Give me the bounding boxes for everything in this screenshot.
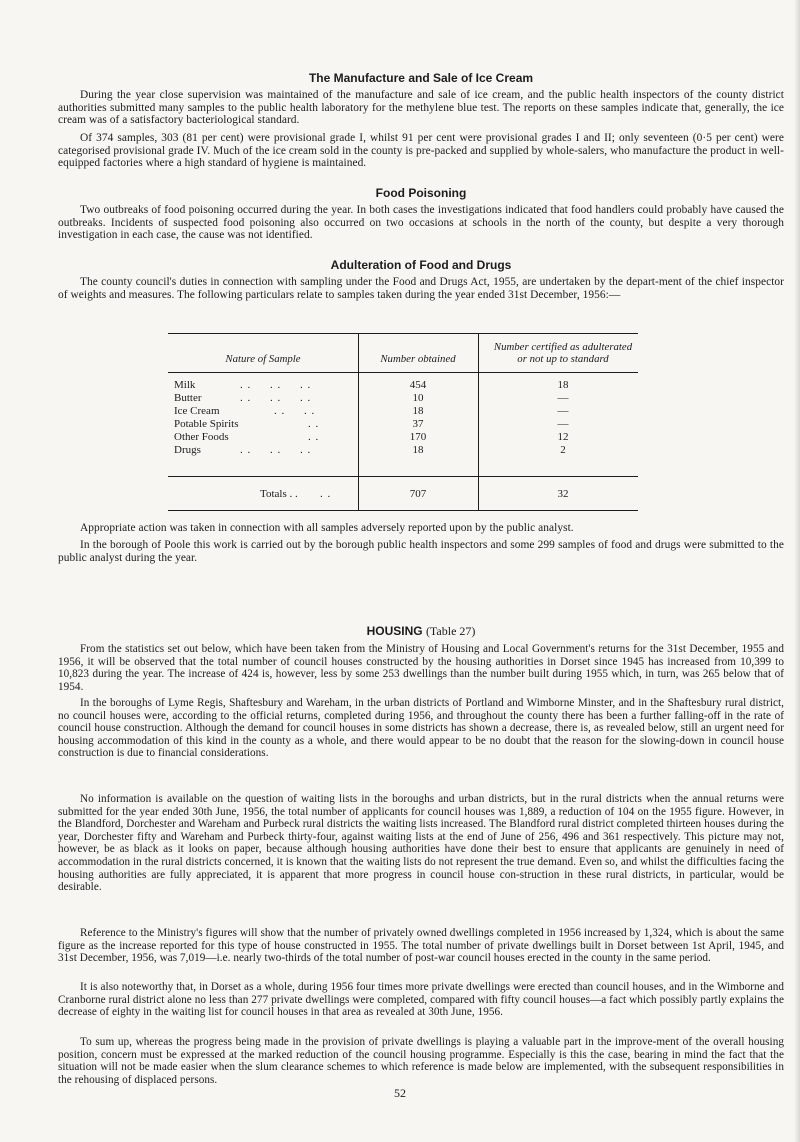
number-adulterated: 2 (560, 444, 566, 456)
housing-title: HOUSING (366, 624, 423, 638)
food-poisoning-heading: Food Poisoning (375, 186, 467, 200)
housing-paragraph-4: Reference to the Ministry's figures will show that the number of privately owned dwellings completed in 1956 increased by 1,324, which is about the same figure as the increase reported for this type of house constructed in 1955. The total number of private dwellings built in Dorset between 1st April, 1945, and 31st December, 1956, was 7,019—i.e. nearly two-thirds of the total number of post-war council houses erected in the county in the same period. (58, 927, 784, 965)
sample-name: Drugs (174, 444, 201, 456)
header-nature-of-sample: Nature of Sample (225, 353, 301, 365)
leader-dots: . . . . . . (240, 392, 312, 404)
leader-dots: . . . . . . (240, 379, 312, 391)
total-obtained: 707 (409, 488, 427, 500)
leader-dots: . . . . . . (240, 444, 312, 456)
table-divider-1 (358, 333, 359, 511)
adulteration-paragraph-2: Appropriate action was taken in connection with all samples adversely reported upon by the public analyst. (80, 522, 574, 534)
page-number: 52 (394, 1086, 406, 1100)
leader-dots: . . (320, 488, 332, 500)
table-divider-2 (478, 333, 479, 511)
table-top-rule (168, 333, 638, 334)
table-bottom-rule (168, 510, 638, 511)
sample-name: Other Foods (174, 431, 229, 443)
number-adulterated: — (557, 405, 569, 417)
table-totals-rule (168, 476, 638, 477)
adulteration-paragraph-1: The county council's duties in connection with sampling under the Food and Drugs Act, 1955, are undertaken by the depart-ment of the chief inspector of weights and measures. The following particulars relate to samples taken during the year ended 31st December, 1956:— (58, 276, 784, 301)
total-adulterated: 32 (557, 488, 569, 500)
sample-name: Potable Spirits (174, 418, 239, 430)
adulteration-paragraph-3: In the borough of Poole this work is carried out by the borough public health inspectors and some 299 samples of food and drugs were submitted to the public analyst during the year. (58, 539, 784, 564)
header-number-adulterated: Number certified as adulterated or not up to standard (493, 341, 633, 365)
header-number-obtained: Number obtained (380, 353, 456, 365)
housing-paragraph-1: From the statistics set out below, which have been taken from the Ministry of Housing and Local Government's returns for the 31st December, 1955 and 1956, it will be observed that the total number of council houses constructed by the housing authorities in Dorset since 1945 has increased from 10,399 to 10,823 during the year. The increase of 424 is, however, less by some 253 dwellings than the number built during 1955 which, in turn, was 265 below that of 1954. (58, 643, 784, 693)
table-header-rule (168, 372, 638, 373)
leader-dots: . . (308, 431, 320, 443)
number-obtained: 37 (412, 418, 424, 430)
number-obtained: 10 (412, 392, 424, 404)
housing-paragraph-3: No information is available on the question of waiting lists in the boroughs and urban districts, but in the rural districts when the annual returns were submitted for the year ended 30th June, 1956, the total number of applicants for council houses was 1,889, a reduction of 104 on the 1955 figure. However, in the Blandford, Dorchester and Wareham and Purbeck rural districts the waiting lists increased. The Blandford rural district completed thirteen houses during the year, Dorchester fifty and Wareham and Purbeck thirty-four, against waiting lists at the end of June of 256, 496 and 361 respectively. This picture may not, however, be as black as it looks on paper, because although housing authorities have done their best to ensure that applicants are genuinely in need of accommodation in the rural districts concerned, it is known that the waiting lists do not represent the true demand. Even so, and whilst the difficulties facing the housing authorities are fully appreciated, it is apparent that more progress in council house con-struction in these rural districts, in particular, would be desirable. (58, 793, 784, 894)
adulteration-heading: Adulteration of Food and Drugs (330, 258, 512, 272)
housing-paragraph-5: It is also noteworthy that, in Dorset as a whole, during 1956 four times more private dwellings were erected than council houses, and in the Wimborne and Cranborne rural district alone no less than 277 private dwellings were completed, compared with fifty council houses—a fact which possibly partly explains the decrease of eighty in the waiting list for council houses in that area as revealed at 30th June, 1956. (58, 981, 784, 1019)
ice-cream-heading: The Manufacture and Sale of Ice Cream (308, 71, 534, 85)
number-adulterated: 18 (557, 379, 569, 391)
sample-name: Butter (174, 392, 202, 404)
housing-heading (58, 624, 784, 638)
sample-name: Milk (174, 379, 196, 391)
page-edge-shadow (794, 0, 800, 1142)
leader-dots: . . . . (274, 405, 316, 417)
number-obtained: 170 (409, 431, 427, 443)
number-obtained: 18 (412, 444, 424, 456)
number-obtained: 454 (409, 379, 427, 391)
food-poisoning-paragraph: Two outbreaks of food poisoning occurred during the year. In both cases the investigations indicated that food handlers could probably have caused the outbreaks. Incidents of suspected food poisoning also occurred on two occasions at schools in the north of the county, but despite a very thorough investigation in each case, the cause was not identified. (58, 204, 784, 242)
housing-paragraph-6: To sum up, whereas the progress being made in the provision of private dwellings is playing a valuable part in the improve-ment of the overall housing position, concern must be expressed at the marked reduction of the council housing programme. Especially is this the case, bearing in mind the fact that the situation will not be made easier when the slum clearance schemes to which reference is made below are implemented, with the subsequent responsibilities in the rehousing of displaced persons. (58, 1036, 784, 1086)
housing-table-reference: (Table 27) (425, 624, 476, 638)
number-obtained: 18 (412, 405, 424, 417)
leader-dots: . . (308, 418, 320, 430)
number-adulterated: — (557, 392, 569, 404)
adulteration-table (168, 333, 638, 511)
ice-cream-paragraph-1: During the year close supervision was maintained of the manufacture and sale of ice cream, and the public health inspectors of the county district authorities submitted many samples to the public health laboratory for the methylene blue test. The reports on these samples indicate that, generally, the ice cream was of a satisfactory bacteriological standard. (58, 89, 784, 127)
totals-label: Totals . . (260, 488, 298, 500)
number-adulterated: — (557, 418, 569, 430)
housing-paragraph-2: In the boroughs of Lyme Regis, Shaftesbury and Wareham, in the urban districts of Portland and Wimborne Minster, and in the Shaftesbury rural district, no council houses were, according to the official returns, completed during 1956, and throughout the county there has been a further falling-off in the rate of council house construction. Although the demand for council houses in some districts has shown a decrease, there is, as revealed below, still an urgent need for housing accommodation of this kind in the county as a whole, and there would appear to be no doubt that the reason for the slowing-down in council house construction is due to financial considerations. (58, 697, 784, 760)
number-adulterated: 12 (557, 431, 569, 443)
sample-name: Ice Cream (174, 405, 220, 417)
ice-cream-paragraph-2: Of 374 samples, 303 (81 per cent) were provisional grade I, whilst 91 per cent were provisional grades I and II; only seventeen (0·5 per cent) were categorised provisional grade IV. Much of the ice cream sold in the county is pre-packed and supplied by whole-salers, who manufacture the product in well-equipped factories where a high standard of hygiene is maintained. (58, 132, 784, 170)
